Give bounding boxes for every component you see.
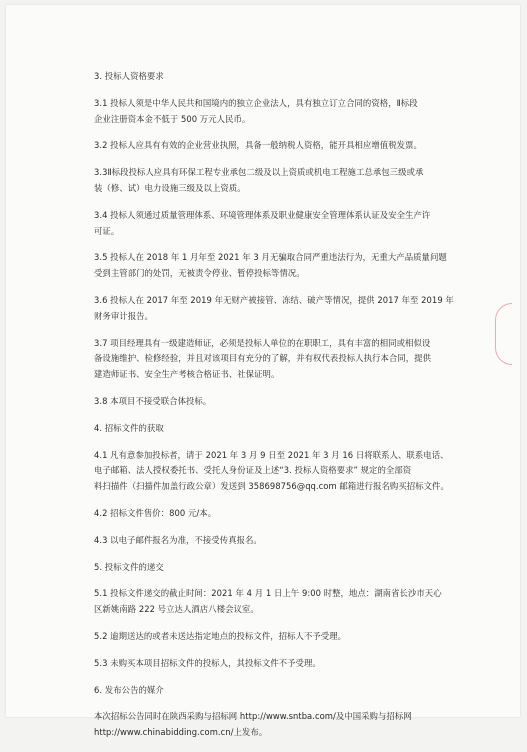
text-line: 本次招标公告同时在陕西采购与招标网 http://www.sntba.com/及中国采购与招标网 <box>94 711 412 722</box>
paragraph-4-1 <box>94 448 456 495</box>
paragraph-3-7 <box>94 336 456 383</box>
document-page <box>6 5 520 738</box>
paragraph-3-5 <box>94 250 456 282</box>
paragraph-4-2 <box>94 506 456 522</box>
text-line: 建造师证书、安全生产考核合格证书、社保证明。 <box>94 369 280 380</box>
text-line: 6. 发布公告的媒介 <box>94 684 164 695</box>
text-line: 3.7 项目经理具有一级建造师证，必须是投标人单位的在职职工，具有丰富的相同或相似设 <box>94 337 431 348</box>
text-line: 3. 投标人资格要求 <box>94 71 164 81</box>
text-line: 5.1 投标文件递交的截止时间：2021 年 4 月 1 日上午 9:00 时整，地点：湖南省长沙市天心 <box>94 588 442 599</box>
text-line: 备设施维护、检修经验，并且对该项目有充分的了解，并有权代表投标人执行本合同，提供 <box>94 353 431 364</box>
section-heading-5 <box>94 560 456 576</box>
paragraph-3-6 <box>94 293 456 325</box>
section-heading-4 <box>94 421 456 437</box>
text-line: 3.6 投标人在 2017 年至 2019 年无财产被接管、冻结、破产等情况，提供 2017 年至 2019 年 <box>94 294 454 305</box>
paragraph-5-1 <box>94 586 456 618</box>
text-line: 电子邮箱、法人授权委托书、受托人身份证及上述“3. 投标人资格要求” 规定的全部资 <box>94 465 412 476</box>
paragraph-3-3 <box>94 165 456 197</box>
text-line: 4.3 以电子邮件报名为准，不接受传真报名。 <box>94 534 262 545</box>
document-body <box>94 69 456 752</box>
text-line: http://www.chinabidding.com.cn/上发布。 <box>94 727 268 738</box>
text-line: 财务审计报告。 <box>94 310 153 321</box>
text-line: 4. 招标文件的获取 <box>94 422 164 433</box>
paragraph-3-2 <box>94 138 456 154</box>
section-heading-6 <box>94 683 456 699</box>
paragraph-6-1 <box>94 709 456 741</box>
text-line: 3.3Ⅱ标段投标人应具有环保工程专业承包二级及以上资质或机电工程施工总承包三级或承 <box>94 167 424 178</box>
text-line: 3.2 投标人应具有有效的企业营业执照，具备一般纳税人资格，能开具相应增值税发票。 <box>94 140 422 151</box>
paragraph-3-8 <box>94 394 456 410</box>
red-seal-stamp <box>495 303 512 365</box>
text-line: 3.4 投标人须通过质量管理体系、环境管理体系及职业健康安全管理体系认证及安全生产许 <box>94 209 431 220</box>
paragraph-3-1 <box>94 96 456 128</box>
text-line: 可证。 <box>94 225 120 236</box>
text-line: 受到主管部门的处罚，无被责令停业、暂停投标等情况。 <box>94 268 305 279</box>
text-line: 4.2 招标文件售价：800 元/本。 <box>94 507 217 518</box>
text-line: 5.2 逾期送达的或者未送达指定地点的投标文件，招标人不予受理。 <box>94 630 347 641</box>
text-line: 装（修、试）电力设施三级及以上资质。 <box>94 182 246 193</box>
paragraph-3-4 <box>94 208 456 240</box>
section-heading-3 <box>94 69 456 85</box>
text-line: 3.8 本项目不接受联合体投标。 <box>94 395 212 406</box>
text-line: 3.5 投标人在 2018 年 1 月年至 2021 年 3 月无骗取合同严重违法行为，无重大产品质量问题 <box>94 252 447 263</box>
text-line: 企业注册资本金不低于 500 万元人民币。 <box>94 113 251 124</box>
paragraph-4-3 <box>94 533 456 549</box>
paragraph-5-3 <box>94 656 456 672</box>
text-line: 料扫描件（扫描件加盖行政公章）发送到 358698756@qq.com 邮箱进行报名购买招标文件。 <box>94 481 449 492</box>
text-line: 4.1 凡有意参加投标者，请于 2021 年 3 月 9 日至 2021 年 3 月 16 日将联系人、联系电话、 <box>94 449 449 460</box>
paragraph-5-2 <box>94 629 456 645</box>
text-line: 5. 投标文件的递交 <box>94 561 164 572</box>
text-line: 区新姚南路 222 号立达人酒店八楼会议室。 <box>94 604 259 615</box>
text-line: 3.1 投标人须是中华人民共和国境内的独立企业法人，具有独立订立合同的资格，Ⅱ标段 <box>94 97 418 108</box>
text-line: 5.3 未购买本项目招标文件的投标人，其投标文件不予受理。 <box>94 657 321 668</box>
